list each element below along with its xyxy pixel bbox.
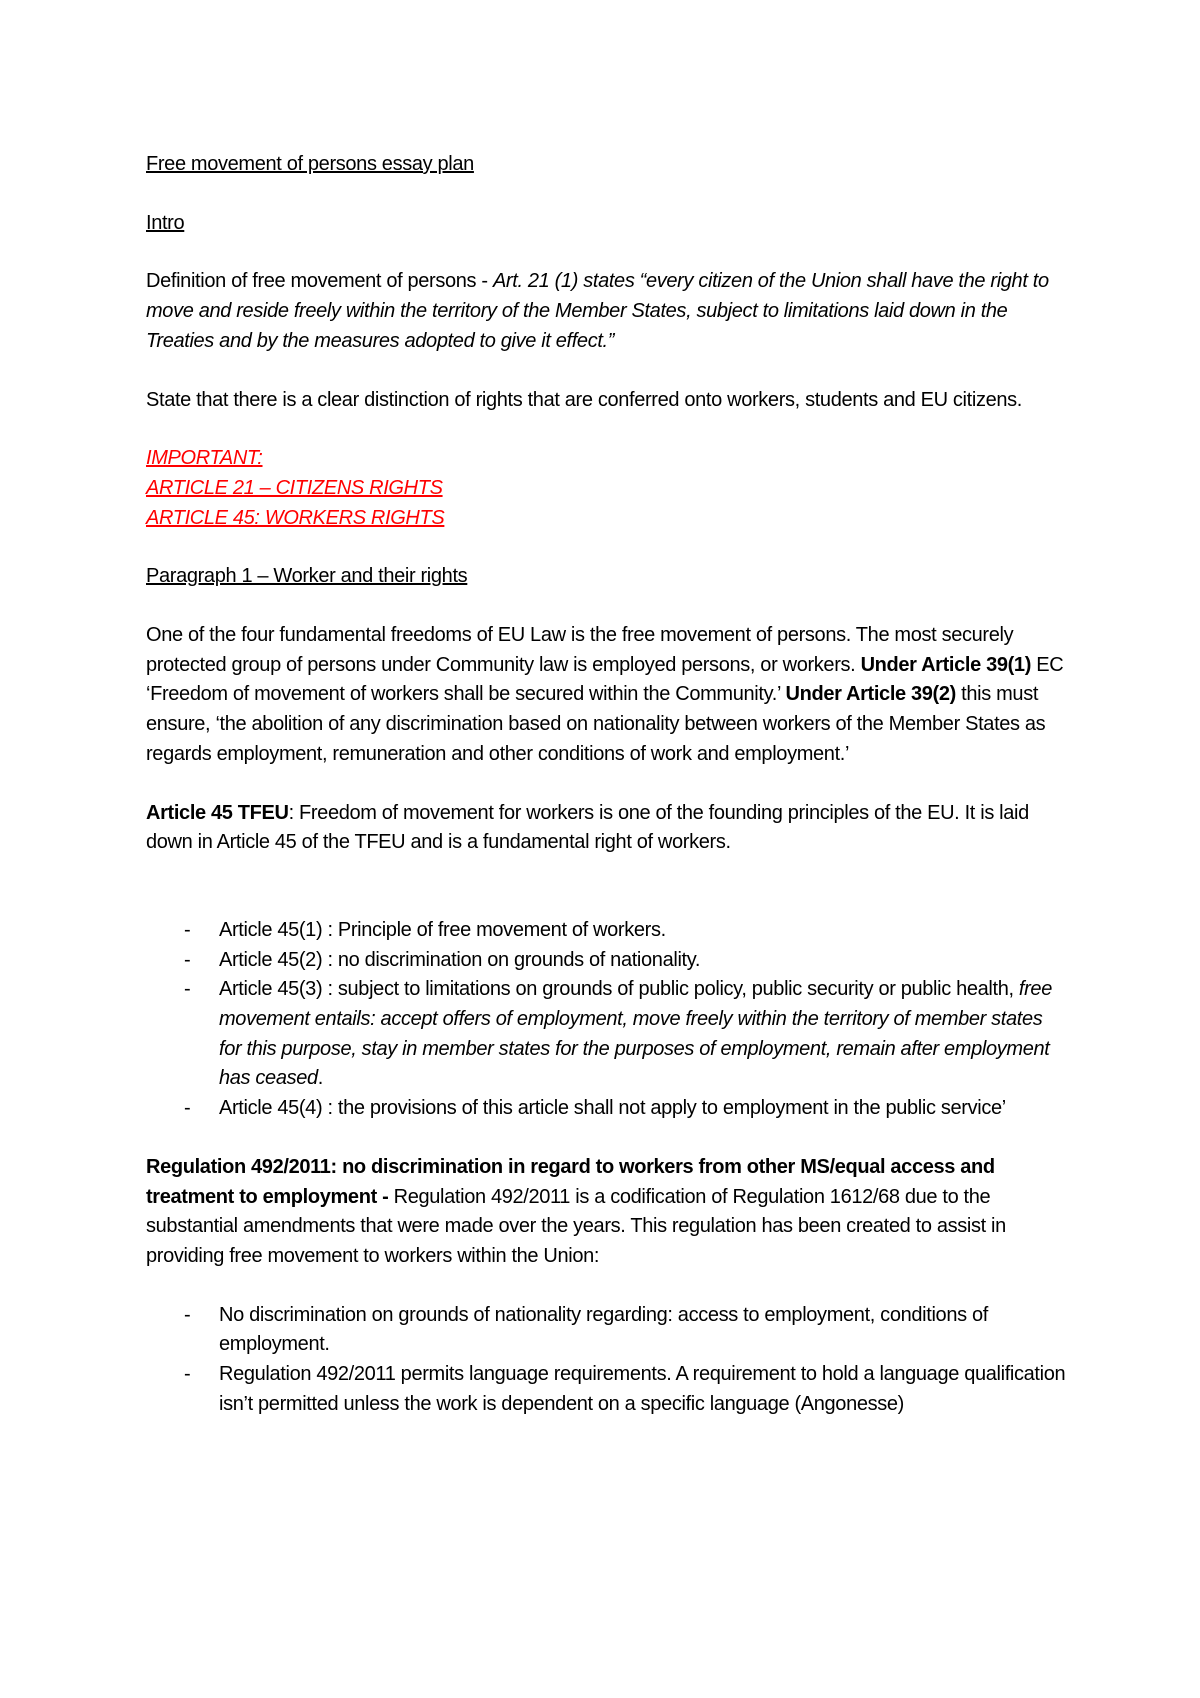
- list-item-text: Regulation 492/2011 permits language requirements. A requirement to hold a language qualification isn’t permitted unless the work is dependent on a specific language (Angonesse): [219, 1363, 1066, 1415]
- paragraph1-body: [146, 621, 1066, 770]
- list-item: [146, 1094, 1066, 1124]
- dash-bullet: -: [184, 978, 191, 1001]
- intro-heading-text: Intro: [146, 211, 185, 234]
- regulation-list: [146, 1301, 1066, 1420]
- article-39-1-ref: Under Article 39(1): [860, 653, 1032, 676]
- paragraph1-body-a: One of the four fundamental freedoms of EU Law is the free movement of persons. The most securely protected group of persons under Community law is employed persons, or workers.: [146, 624, 1014, 676]
- important-article-45: ARTICLE 45: WORKERS RIGHTS: [146, 506, 445, 529]
- paragraph1-heading-text: Paragraph 1 – Worker and their rights: [146, 565, 468, 588]
- dash-bullet: -: [184, 918, 191, 941]
- important-article-21: ARTICLE 21 – CITIZENS RIGHTS: [146, 476, 443, 499]
- paragraph1-heading: [146, 562, 1066, 592]
- title-text: Free movement of persons essay plan: [146, 153, 474, 175]
- dash-bullet: -: [184, 948, 191, 971]
- list-item-text: Article 45(1) : Principle of free movement of workers.: [219, 918, 666, 941]
- distinction-paragraph: State that there is a clear distinction of rights that are conferred onto workers, students and EU citizens.: [146, 388, 1022, 411]
- list-item-text: Article 45(4) : the provisions of this article shall not apply to employment in the public service’: [219, 1097, 1006, 1120]
- important-label: IMPORTANT:: [146, 447, 263, 470]
- list-item-text: Article 45(3) : subject to limitations on grounds of public policy, public security or public health,: [219, 978, 1019, 1001]
- article-39-2-ref: Under Article 39(2): [785, 683, 956, 706]
- list-item: [146, 975, 1066, 1094]
- article45-list: [146, 916, 1066, 1124]
- list-item: [146, 916, 1066, 946]
- dash-bullet: -: [184, 1303, 191, 1326]
- list-item: [146, 1360, 1066, 1419]
- paragraph1-body-b: EC ‘Freedom of movement of workers shall be secured within the Community.’: [146, 653, 1064, 706]
- document-page: [146, 150, 1066, 1420]
- list-item-text: Article 45(2) : no discrimination on grounds of nationality.: [219, 948, 701, 971]
- regulation-text: Regulation 492/2011 is a codification of Regulation 1612/68 due to the substantial amendments that were made over the years. This regulation has been created to assist in providing free movement to workers within the Union:: [146, 1185, 1006, 1267]
- definition-paragraph: [146, 267, 1066, 356]
- paragraph1-body-c: this must ensure, ‘the abolition of any discrimination based on nationality between workers of the Member States as regards employment, remuneration and other conditions of work and employment.’: [146, 683, 1046, 765]
- definition-label: Definition of free movement of persons -: [146, 270, 493, 293]
- regulation-label: Regulation 492/2011: no discrimination in regard to workers from other MS/equal access and treatment to employment -: [146, 1155, 995, 1208]
- dash-bullet: -: [184, 1363, 191, 1386]
- list-item-text: No discrimination on grounds of nationality regarding: access to employment, conditions of employment.: [219, 1303, 988, 1356]
- definition-quote: Art. 21 (1) states “every citizen of the Union shall have the right to move and reside freely within the territory of the Member States, subject to limitations laid down in the Treaties and by the measures adopted to give it effect.”: [146, 270, 1049, 352]
- list-item: [146, 946, 1066, 976]
- article45-label: Article 45 TFEU: [146, 801, 289, 824]
- article45-text: : Freedom of movement for workers is one of the founding principles of the EU. It is laid down in Article 45 of the TFEU and is a fundamental right of workers.: [146, 801, 1029, 854]
- list-item: [146, 1301, 1066, 1360]
- list-item-end: .: [317, 1067, 324, 1090]
- dash-bullet: -: [184, 1097, 191, 1120]
- article45-paragraph: [146, 799, 1066, 858]
- document-title: [146, 150, 1066, 180]
- regulation-paragraph: [146, 1153, 1066, 1272]
- intro-heading: [146, 209, 1066, 239]
- list-item-italic-text: free movement entails: accept offers of employment, move freely within the territory of member states for this purpose, stay in member states for the purposes of employment, remain after employment has ceased: [219, 978, 1052, 1090]
